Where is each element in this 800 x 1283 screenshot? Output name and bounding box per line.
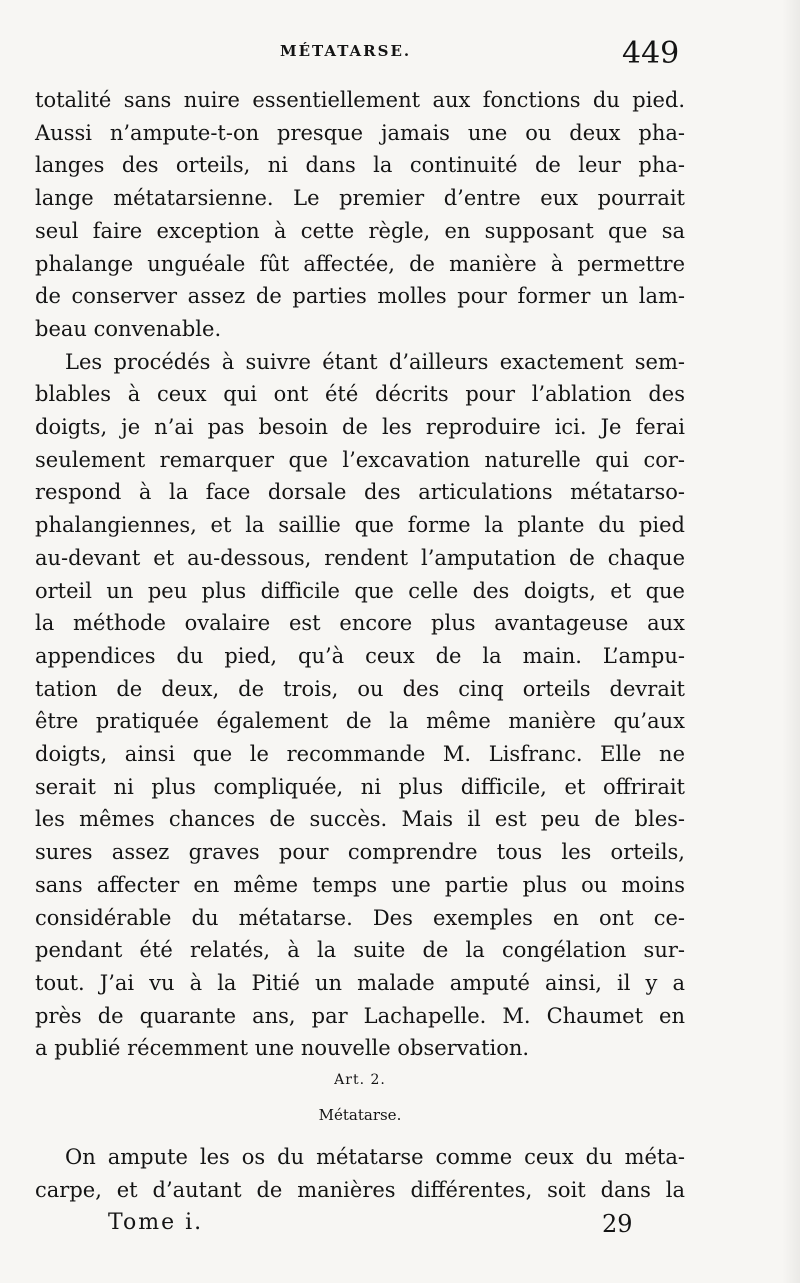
text-line: les mêmes chances de succès. Mais il est peu de bles-: [35, 807, 685, 832]
text-line: près de quarante ans, par Lachapelle. M. Chaumet en: [35, 1003, 685, 1028]
text-line: totalité sans nuire essentiellement aux fonctions du pied.: [35, 88, 685, 112]
page-number: 449: [622, 36, 680, 71]
text-line: seul faire exception à cette règle, en supposant que sa: [35, 218, 685, 243]
text-line: au-devant et au-dessous, rendent l’amputation de chaque: [35, 545, 685, 570]
text-line: considérable du métatarse. Des exemples en ont ce-: [35, 905, 685, 930]
text-line: blables à ceux qui ont été décrits pour l’ablation des: [35, 382, 685, 407]
text-line: orteil un peu plus difficile que celle des doigts, et que: [35, 578, 685, 603]
page-edge-shadow: [782, 0, 800, 1283]
body-text: [35, 84, 685, 1065]
text-line: être pratiquée également de la même manière qu’aux: [35, 709, 685, 734]
text-line: de conserver assez de parties molles pour former un lam-: [35, 284, 685, 309]
text-line: doigts, je n’ai pas besoin de les reproduire ici. Je ferai: [35, 415, 685, 440]
paragraph-2: [35, 346, 685, 1065]
text-line: phalangiennes, et la saillie que forme la plante du pied: [35, 513, 685, 538]
text-line: lange métatarsienne. Le premier d’entre eux pourrait: [35, 186, 685, 211]
text-line: tation de deux, de trois, ou des cinq orteils devrait: [35, 676, 685, 701]
section-title: Métatarse.: [318, 1106, 402, 1124]
text-line: seulement remarquer que l’excavation naturelle qui cor-: [35, 447, 685, 472]
text-line: serait ni plus compliquée, ni plus difficile, et offrirait: [35, 774, 685, 799]
gathering-signature: 29: [602, 1210, 633, 1238]
text-line: pendant été relatés, à la suite de la congélation sur-: [35, 938, 685, 963]
text-line: sures assez graves pour comprendre tous les orteils,: [35, 840, 685, 865]
text-line: carpe, et d’autant de manières différentes, soit dans la: [35, 1178, 685, 1202]
text-line: phalange unguéale fût affectée, de manière à permettre: [35, 251, 685, 276]
text-line: la méthode ovalaire est encore plus avantageuse aux: [35, 611, 685, 636]
volume-signature: Tome i.: [108, 1210, 204, 1235]
text-line: Les procédés à suivre étant d’ailleurs exactement sem-: [65, 349, 685, 374]
text-line: sans affecter en même temps une partie plus ou moins: [35, 872, 685, 897]
text-line: Aussi n’ampute-t-on presque jamais une ou deux pha-: [35, 120, 685, 145]
text-line: On ampute les os du métatarse comme ceux du méta-: [65, 1145, 685, 1169]
paragraph-3: [35, 1141, 685, 1207]
text-line: langes des orteils, ni dans la continuité de leur pha-: [35, 153, 685, 178]
text-line: doigts, ainsi que le recommande M. Lisfranc. Elle ne: [35, 742, 685, 767]
paragraph-1: [35, 84, 685, 346]
article-number: Art. 2.: [334, 1072, 386, 1088]
text-line: respond à la face dorsale des articulations métatarso-: [35, 480, 685, 505]
text-line: tout. J’ai vu à la Pitié un malade amputé ainsi, il y a: [35, 970, 685, 995]
text-line: appendices du pied, qu’à ceux de la main. L’ampu-: [35, 643, 685, 668]
running-head: MÉTATARSE.: [280, 42, 412, 60]
text-line: a publié récemment une nouvelle observation.: [35, 1036, 530, 1061]
text-line: beau convenable.: [35, 316, 222, 341]
